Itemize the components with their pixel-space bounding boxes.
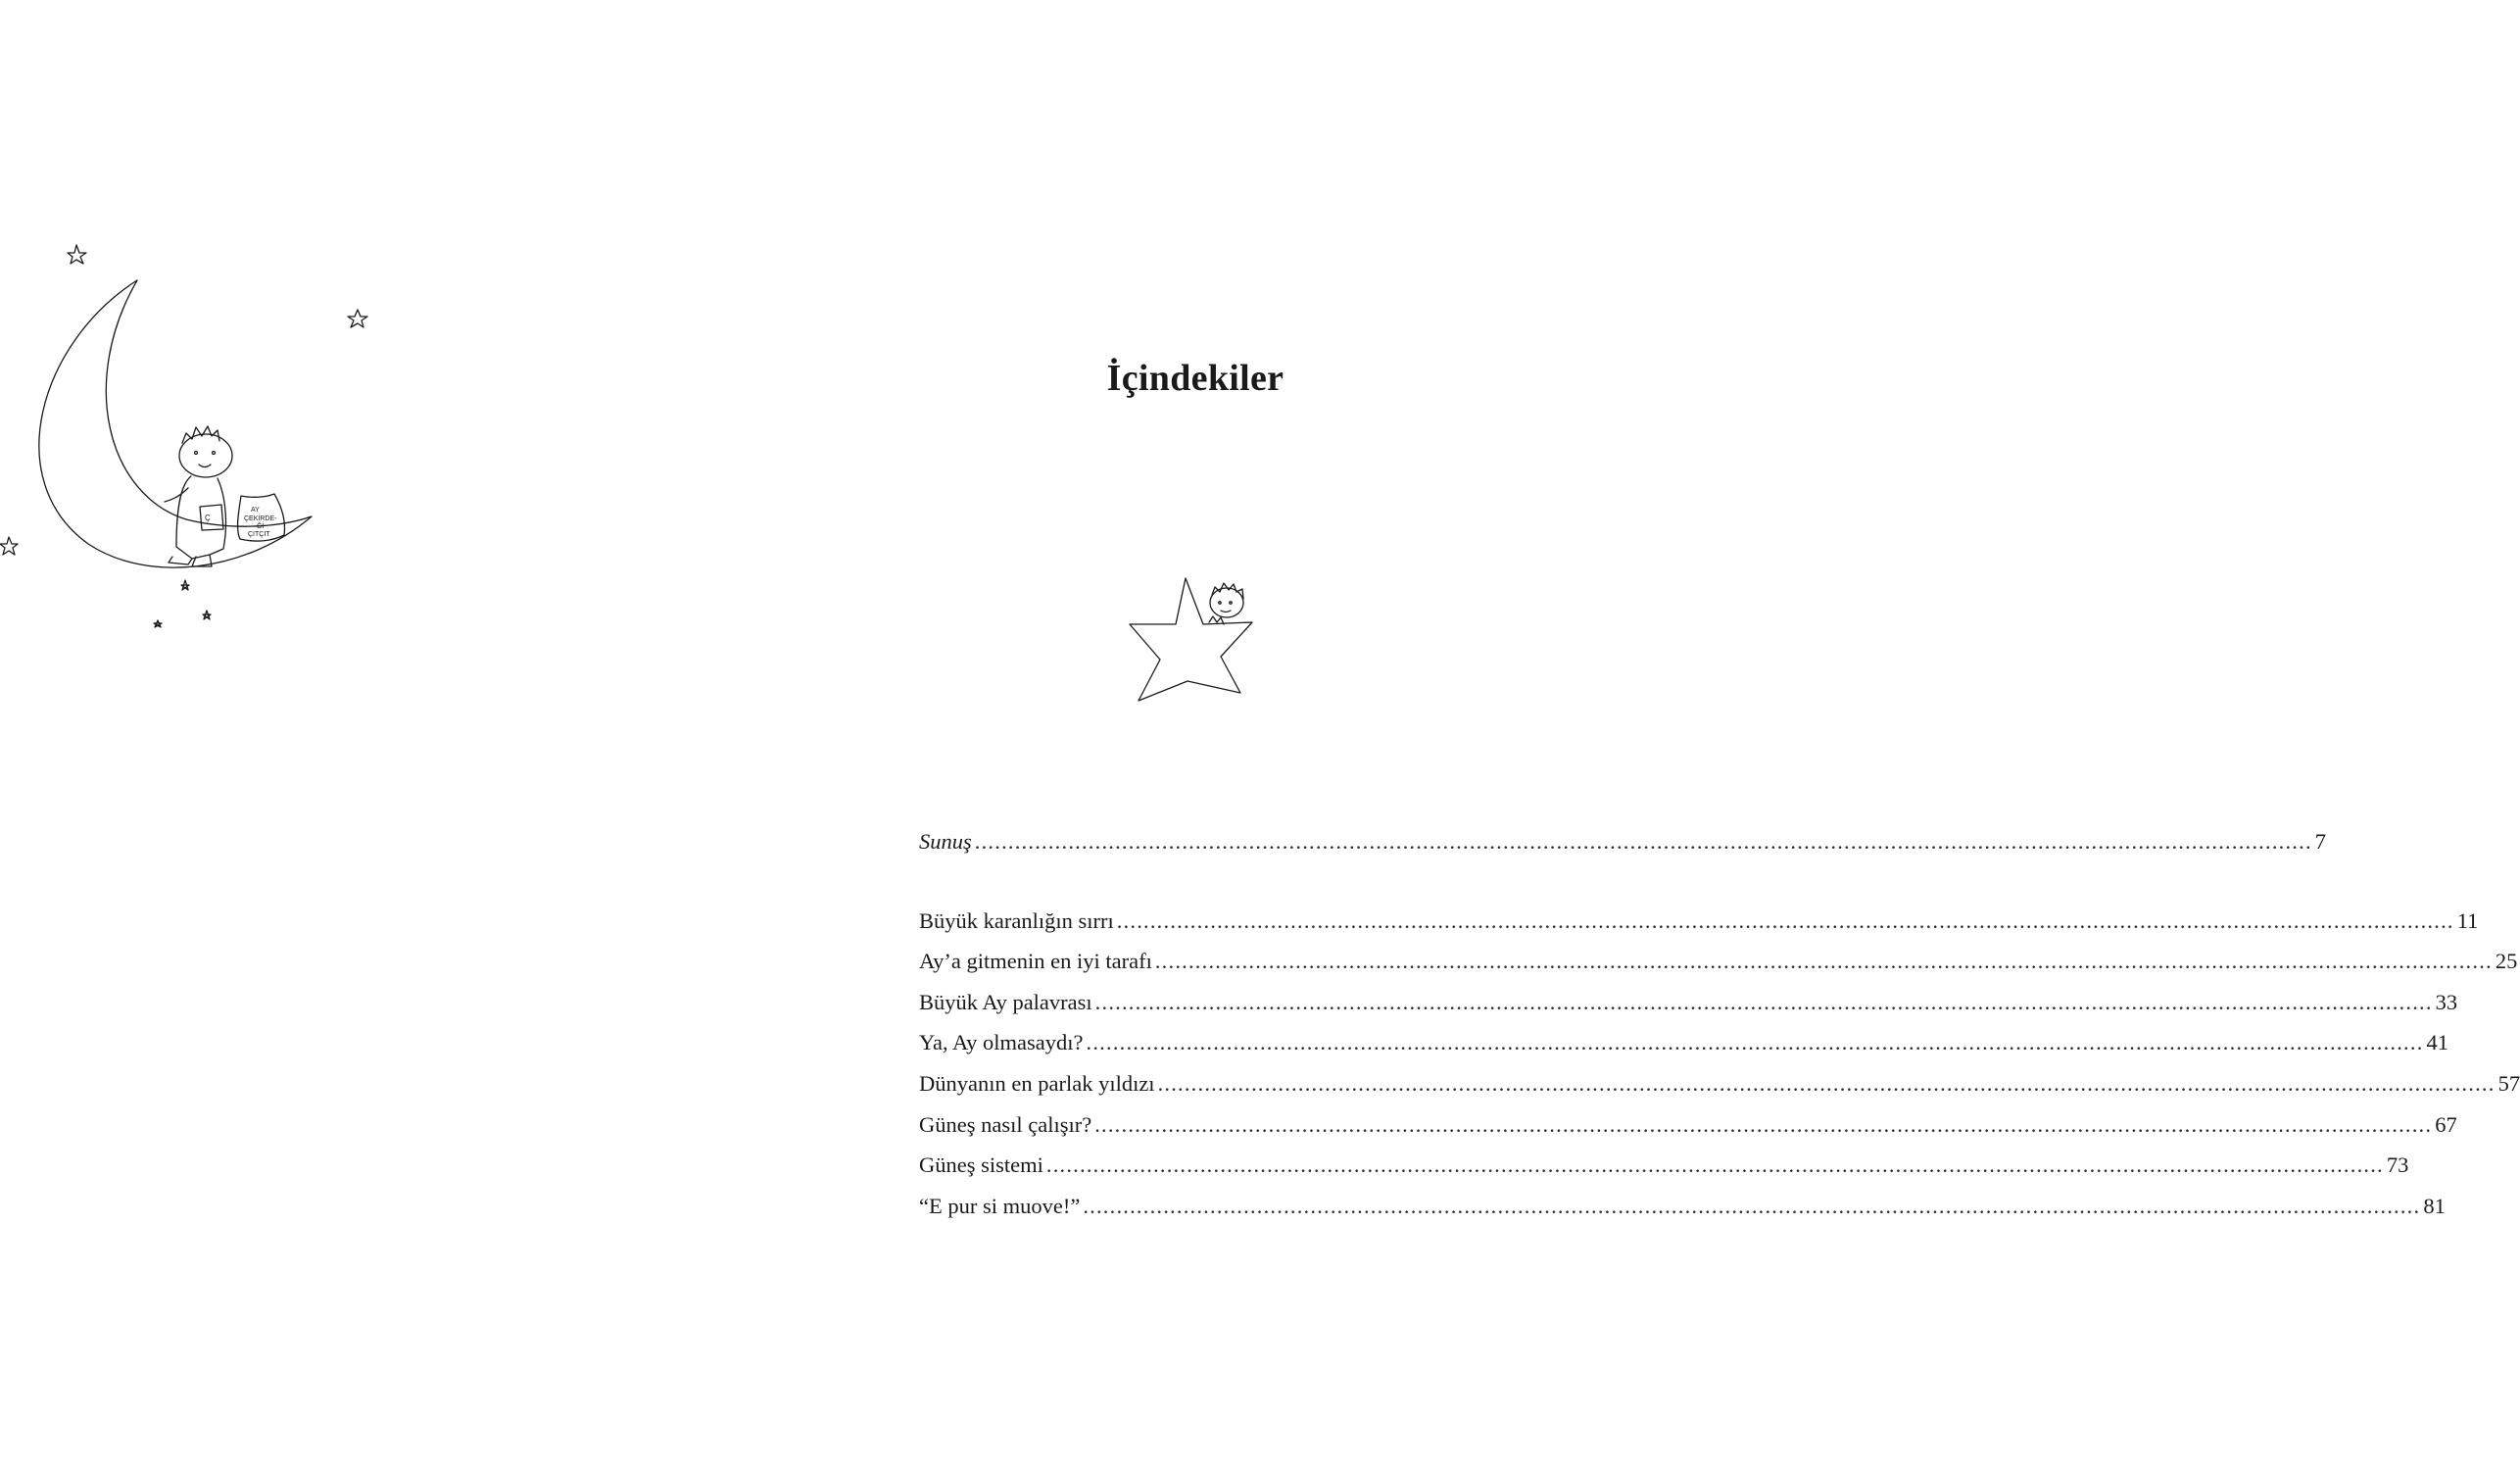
toc-leader-dots: ........................................................................................................................................................................................................ bbox=[1094, 989, 2433, 1014]
crescent-moon-shape bbox=[39, 280, 312, 567]
toc-leader-dots: ........................................................................................................................................................................................................ bbox=[1083, 1193, 2421, 1218]
sack-text-line: ÇEKİRDE- bbox=[244, 515, 277, 522]
small-star-icon bbox=[181, 580, 189, 590]
toc-leader-dots: ........................................................................................................................................................................................................ bbox=[1045, 1152, 2384, 1178]
star-icon bbox=[348, 310, 367, 327]
sack-text-line: Ğİ bbox=[257, 523, 265, 530]
toc-entry-page: 11 bbox=[2456, 907, 2479, 933]
star-icon bbox=[0, 537, 18, 555]
table-of-contents bbox=[919, 821, 2520, 1226]
toc-entry-page: 73 bbox=[2386, 1152, 2409, 1178]
toc-entry-title: Güneş nasıl çalışır? bbox=[919, 1111, 1092, 1137]
star-icon bbox=[68, 245, 86, 264]
small-star-icon bbox=[154, 620, 162, 627]
toc-entry-title: Büyük karanlığın sırrı bbox=[919, 907, 1114, 933]
toc-entry-title: Güneş sistemi bbox=[919, 1152, 1043, 1178]
sack-text-line: ÇITÇIT bbox=[248, 531, 270, 538]
toc-entry-title: Ya, Ay olmasaydı? bbox=[919, 1030, 1084, 1055]
star-shape bbox=[1130, 578, 1252, 701]
toc-entry-title: Dünyanın en parlak yıldızı bbox=[919, 1070, 1155, 1096]
toc-leader-dots: ........................................................................................................................................................................................................ bbox=[1086, 1030, 2424, 1055]
toc-entry[interactable] bbox=[919, 1104, 2457, 1146]
toc-leader-dots: ........................................................................................................................................................................................................ bbox=[974, 829, 2312, 854]
star-boy-illustration bbox=[1125, 573, 1262, 706]
toc-entry-page: 67 bbox=[2435, 1111, 2457, 1137]
toc-entry-page: 33 bbox=[2435, 989, 2458, 1014]
toc-entry[interactable] bbox=[919, 821, 2327, 862]
toc-entry-page: 25 bbox=[2495, 949, 2518, 974]
toc-entry-title: Sunuş bbox=[919, 829, 972, 854]
toc-entry-page: 7 bbox=[2314, 829, 2327, 854]
toc-entry[interactable] bbox=[919, 1022, 2449, 1063]
toc-leader-dots: ........................................................................................................................................................................................................ bbox=[1094, 1111, 2433, 1137]
moon-boy-illustration bbox=[0, 235, 392, 647]
toc-entry-page: 57 bbox=[2497, 1070, 2520, 1096]
toc-entry[interactable] bbox=[919, 1145, 2409, 1186]
bag-text: Ç bbox=[205, 514, 211, 522]
toc-leader-dots: ........................................................................................................................................................................................................ bbox=[1116, 907, 2454, 933]
toc-leader-dots: ........................................................................................................................................................................................................ bbox=[1157, 1070, 2496, 1096]
page-title: İçindekiler bbox=[1106, 358, 1284, 399]
toc-entry-page: 81 bbox=[2423, 1193, 2446, 1218]
toc-entry-title: Ay’a gitmenin en iyi tarafı bbox=[919, 949, 1152, 974]
toc-entry-title: Büyük Ay palavrası bbox=[919, 989, 1092, 1014]
toc-entry[interactable] bbox=[919, 901, 2479, 942]
boy-arm bbox=[165, 488, 188, 502]
toc-entry-page: 41 bbox=[2426, 1030, 2449, 1055]
toc-entry[interactable] bbox=[919, 982, 2458, 1023]
seed-bag bbox=[200, 505, 223, 530]
toc-leader-dots: ........................................................................................................................................................................................................ bbox=[1154, 949, 2493, 974]
toc-entry[interactable] bbox=[919, 1063, 2520, 1104]
peeking-boy-head bbox=[1210, 588, 1243, 617]
sack-text-line: AY bbox=[251, 507, 260, 514]
toc-entry[interactable] bbox=[919, 941, 2518, 982]
toc-entry[interactable] bbox=[919, 1186, 2446, 1227]
small-star-icon bbox=[203, 611, 211, 619]
toc-entry-title: “E pur si muove!” bbox=[919, 1193, 1081, 1218]
boy-head bbox=[179, 434, 232, 477]
